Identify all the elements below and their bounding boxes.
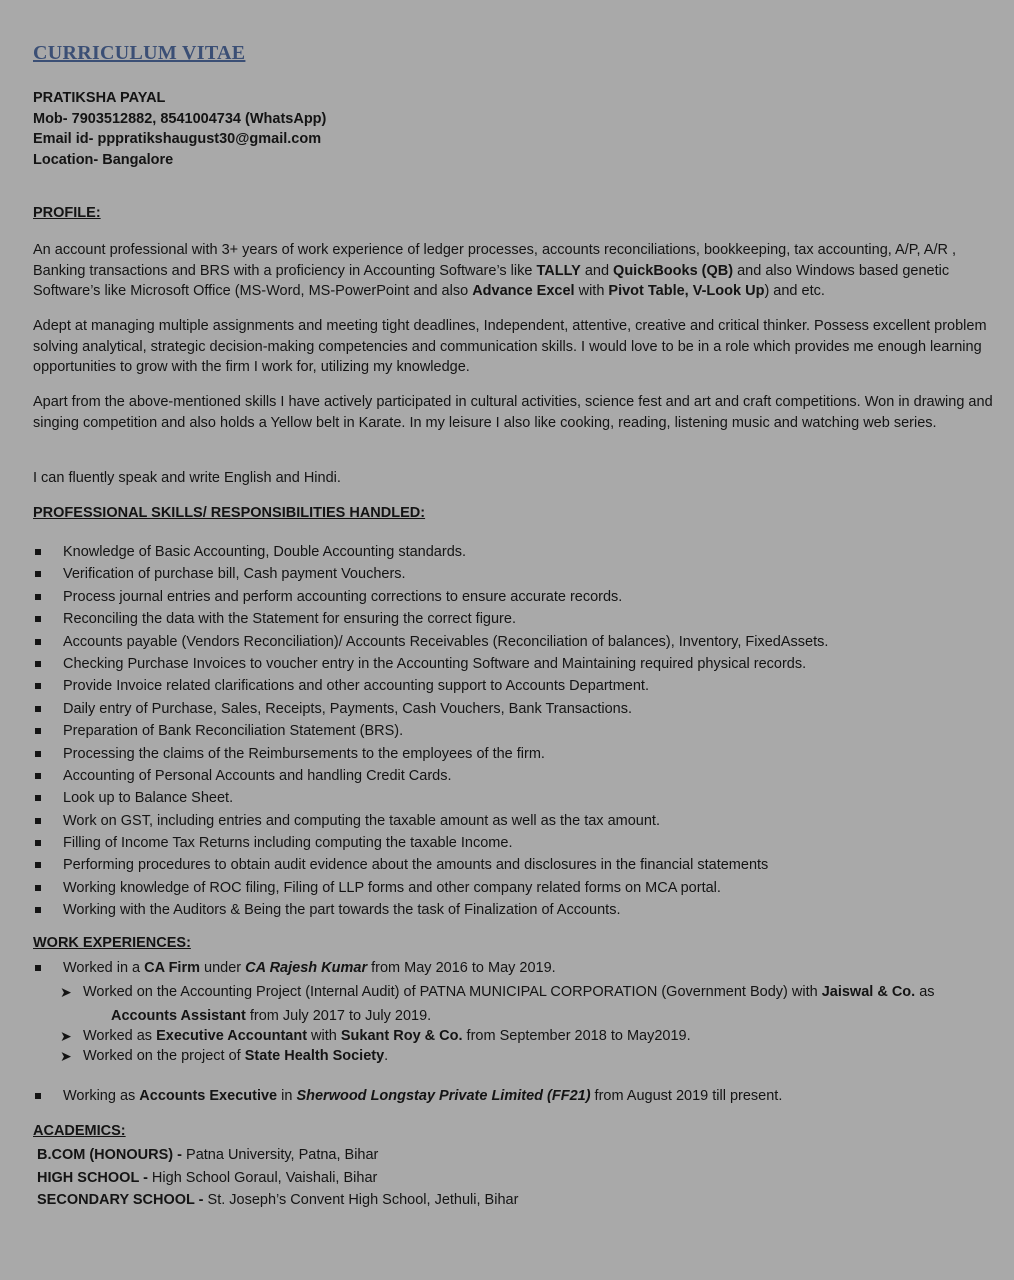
bullet-icon bbox=[35, 728, 41, 734]
degree-label: SECONDARY SCHOOL - bbox=[37, 1192, 204, 1208]
bold-run: State Health Society bbox=[244, 1048, 385, 1064]
work-heading: WORK EXPERIENCES: bbox=[33, 935, 191, 951]
document-title: CURRICULUM VITAE bbox=[33, 42, 246, 64]
bullet-icon bbox=[35, 773, 41, 779]
list-item-text: Accounts payable (Vendors Reconciliation)/ Accounts Receivables (Reconciliation of balances), Inventory, FixedAssets. bbox=[63, 633, 829, 650]
academic-entry bbox=[37, 1144, 518, 1167]
degree-label: B.COM (HONOURS) - bbox=[37, 1147, 182, 1163]
list-item bbox=[33, 632, 828, 654]
list-item-text: Look up to Balance Sheet. bbox=[63, 790, 234, 807]
text-run: from July 2017 to July 2019. bbox=[245, 1008, 432, 1024]
list-item bbox=[33, 878, 828, 900]
work-subitem-continuation bbox=[33, 1006, 935, 1026]
text-run: An account professional with 3+ years of work experience of ledger processes, accounts reconciliations, bookkeeping, tax accounting, A/P, A/R , Banking transactions and BRS with a proficiency in Accounting Software’s like bbox=[33, 242, 957, 279]
school-name: St. Joseph’s Convent High School, Jethuli, Bihar bbox=[203, 1192, 519, 1208]
skills-list bbox=[33, 542, 828, 923]
mobile-number: Mob- 7903512882, 8541004734 (WhatsApp) bbox=[33, 110, 327, 127]
bold-run: QuickBooks (QB) bbox=[613, 262, 734, 279]
bullet-icon bbox=[35, 594, 41, 600]
text-run: under bbox=[200, 960, 246, 976]
bold-run: Sukant Roy & Co. bbox=[340, 1028, 463, 1044]
text-run: and also Windows based genetic Software’s like Microsoft Office (MS-Word, MS-PowerPoint and also bbox=[33, 262, 950, 299]
list-item bbox=[33, 811, 828, 833]
academics-heading: ACADEMICS: bbox=[33, 1123, 126, 1139]
bullet-icon bbox=[35, 549, 41, 555]
bullet-icon bbox=[35, 639, 41, 645]
text-run: Worked on the Accounting Project (Internal Audit) of PATNA MUNICIPAL CORPORATION (Government Body) with bbox=[83, 984, 822, 1000]
text-run: ) and etc. bbox=[764, 283, 825, 299]
bullet-icon bbox=[35, 818, 41, 824]
work-subitem bbox=[33, 1026, 935, 1046]
bold-run: TALLY bbox=[536, 262, 581, 279]
list-item-text: Verification of purchase bill, Cash payment Vouchers. bbox=[63, 566, 406, 583]
contact-block bbox=[33, 88, 326, 170]
list-item-text: Working with the Auditors & Being the part towards the task of Finalization of Accounts. bbox=[63, 902, 621, 919]
bullet-icon bbox=[35, 683, 41, 689]
list-item-text: Processing the claims of the Reimbursements to the employees of the firm. bbox=[63, 745, 545, 762]
list-item bbox=[33, 744, 828, 766]
bold-run: Accounts Executive bbox=[139, 1088, 278, 1104]
text-run: from September 2018 to May2019. bbox=[462, 1028, 691, 1044]
bold-italic-run: CA Rajesh Kumar bbox=[245, 960, 368, 976]
bullet-icon bbox=[35, 907, 41, 913]
bullet-icon bbox=[35, 1093, 41, 1099]
list-item bbox=[33, 542, 828, 564]
bold-run: Pivot Table, V-Look Up bbox=[608, 283, 765, 299]
text-run: as bbox=[915, 984, 935, 1000]
list-item bbox=[33, 766, 828, 788]
academic-entry bbox=[37, 1189, 518, 1212]
list-item bbox=[33, 699, 828, 721]
bullet-icon bbox=[35, 616, 41, 622]
text-run: from August 2019 till present. bbox=[590, 1088, 783, 1104]
list-item-text: Filling of Income Tax Returns including computing the taxable Income. bbox=[63, 835, 513, 852]
profile-heading: PROFILE: bbox=[33, 205, 101, 221]
bold-run: Jaiswal & Co. bbox=[821, 984, 916, 1000]
text-run: Worked in a bbox=[63, 960, 145, 976]
list-item-text: Performing procedures to obtain audit evidence about the amounts and disclosures in the financial statements bbox=[63, 857, 769, 874]
academic-entry bbox=[37, 1167, 518, 1190]
email-address: Email id- pppratikshaugust30@gmail.com bbox=[33, 131, 322, 147]
academics-list bbox=[37, 1144, 518, 1212]
list-item-text: Preparation of Bank Reconciliation Statement (BRS). bbox=[63, 723, 404, 740]
text-run: with bbox=[307, 1028, 341, 1044]
list-item bbox=[33, 587, 828, 609]
profile-paragraph-4: I can fluently speak and write English and Hindi. bbox=[33, 470, 341, 486]
bullet-icon bbox=[35, 706, 41, 712]
list-item-text: Daily entry of Purchase, Sales, Receipts, Payments, Cash Vouchers, Bank Transactions. bbox=[63, 700, 632, 717]
bullet-icon bbox=[35, 840, 41, 846]
arrow-bullet-icon: ➤ bbox=[60, 1048, 72, 1064]
work-subitem bbox=[33, 982, 935, 1002]
text-run: with bbox=[574, 283, 609, 299]
list-item bbox=[33, 609, 828, 631]
profile-paragraph-3: Apart from the above-mentioned skills I have actively participated in cultural activities, science fest and art and craft competitions. Won in drawing and singing competition and also holds a Yellow belt in Karate. In my leisure I also like cooking, reading, listening music and watching web series. bbox=[33, 394, 993, 431]
text-run: Working as bbox=[63, 1088, 140, 1104]
list-item-text: Knowledge of Basic Accounting, Double Accounting standards. bbox=[63, 544, 467, 560]
list-item-text: Working knowledge of ROC filing, Filing of LLP forms and other company related forms on MCA portal. bbox=[63, 879, 721, 896]
text-run: from May 2016 to May 2019. bbox=[367, 960, 556, 976]
degree-label: HIGH SCHOOL - bbox=[37, 1169, 148, 1186]
profile-paragraph-2: Adept at managing multiple assignments and meeting tight deadlines, Independent, attentive, creative and critical thinker. Possess excellent problem solving analytical, strategic decision-making competencies and communication skills. I would love to be in a role which provides me enough learning opportunities to grow with the firm I work for, utilizing my knowledge. bbox=[33, 318, 987, 375]
bullet-icon bbox=[35, 885, 41, 891]
list-item bbox=[33, 654, 828, 676]
list-item bbox=[33, 855, 828, 877]
bullet-icon bbox=[35, 795, 41, 801]
list-item bbox=[33, 900, 828, 922]
profile-paragraph-1 bbox=[33, 240, 993, 302]
bullet-icon bbox=[35, 661, 41, 667]
bullet-icon bbox=[35, 751, 41, 757]
bold-run: Executive Accountant bbox=[156, 1028, 308, 1044]
school-name: High School Goraul, Vaishali, Bihar bbox=[147, 1169, 378, 1186]
bold-run: Advance Excel bbox=[472, 283, 575, 299]
text-run: . bbox=[384, 1048, 389, 1064]
location: Location- Bangalore bbox=[33, 151, 174, 168]
work-item bbox=[33, 1086, 935, 1106]
arrow-bullet-icon: ➤ bbox=[60, 984, 72, 1000]
text-run: Worked as bbox=[83, 1028, 157, 1044]
text-run: in bbox=[277, 1088, 297, 1104]
list-item-text: Accounting of Personal Accounts and handling Credit Cards. bbox=[63, 767, 452, 784]
list-item bbox=[33, 564, 828, 586]
bold-italic-run: Sherwood Longstay Private Limited (FF21) bbox=[296, 1088, 591, 1104]
skills-heading: PROFESSIONAL SKILLS/ RESPONSIBILITIES HANDLED: bbox=[33, 505, 426, 521]
list-item-text: Process journal entries and perform accounting corrections to ensure accurate records. bbox=[63, 588, 623, 605]
list-item bbox=[33, 721, 828, 743]
arrow-bullet-icon: ➤ bbox=[60, 1028, 72, 1044]
bullet-icon bbox=[35, 571, 41, 577]
bold-run: Accounts Assistant bbox=[111, 1008, 246, 1024]
bold-run: CA Firm bbox=[144, 960, 200, 976]
list-item bbox=[33, 676, 828, 698]
list-item-text: Work on GST, including entries and computing the taxable amount as well as the tax amount. bbox=[63, 812, 660, 829]
candidate-name: PRATIKSHA PAYAL bbox=[33, 90, 166, 106]
work-experience-block bbox=[33, 958, 935, 1106]
list-item-text: Reconciling the data with the Statement for ensuring the correct figure. bbox=[63, 611, 516, 628]
list-item-text: Checking Purchase Invoices to voucher entry in the Accounting Software and Maintaining required physical records. bbox=[63, 655, 807, 672]
school-name: Patna University, Patna, Bihar bbox=[182, 1147, 379, 1163]
work-item bbox=[33, 958, 935, 978]
text-run: Worked on the project of bbox=[83, 1048, 245, 1064]
work-subitem bbox=[33, 1046, 935, 1066]
text-run: and bbox=[580, 262, 614, 279]
list-item-text: Provide Invoice related clarifications and other accounting support to Accounts Department. bbox=[63, 678, 649, 695]
list-item bbox=[33, 833, 828, 855]
bullet-icon bbox=[35, 862, 41, 868]
list-item bbox=[33, 788, 828, 810]
bullet-icon bbox=[35, 965, 41, 971]
